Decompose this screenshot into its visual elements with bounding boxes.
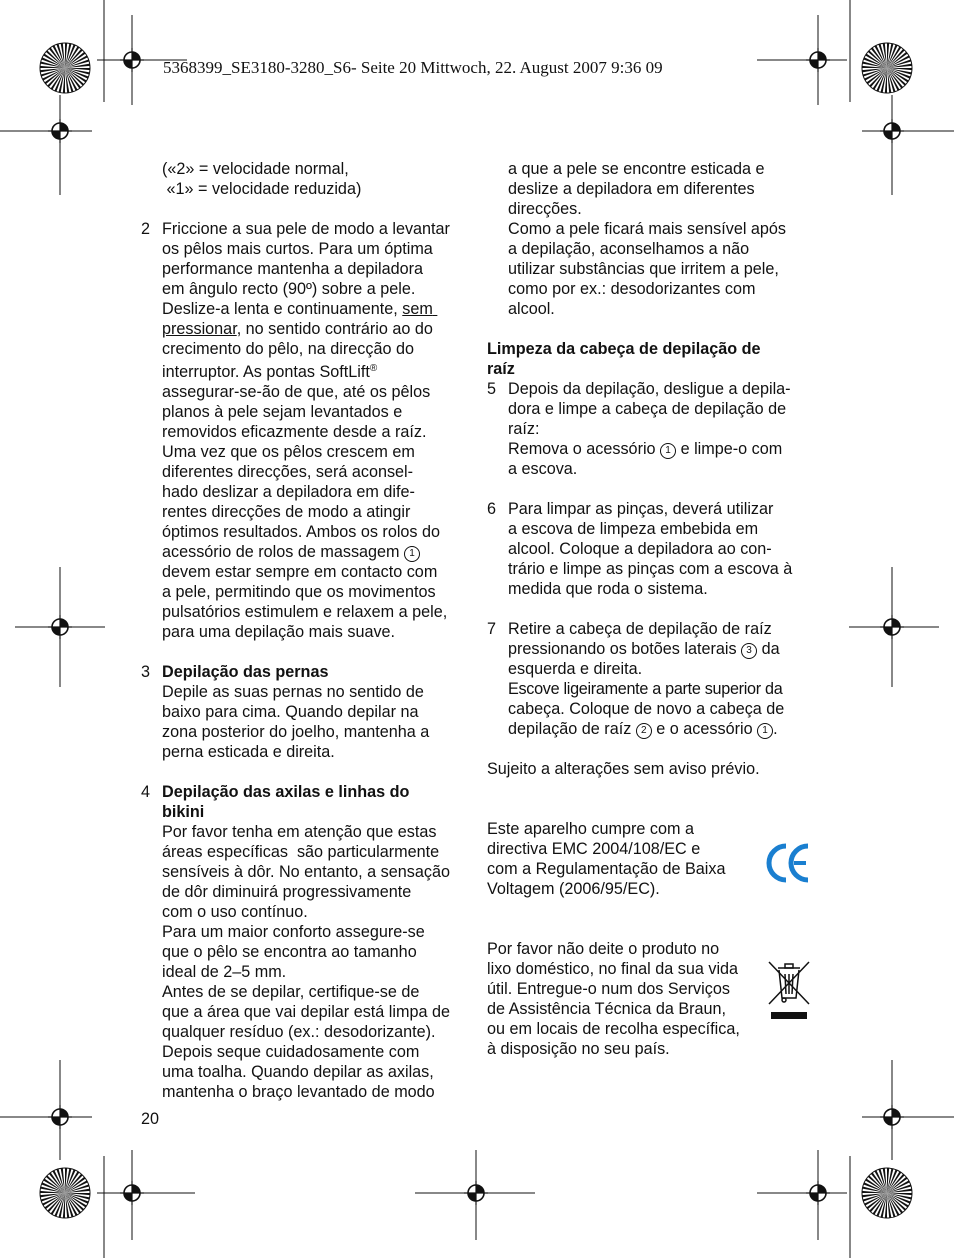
text-line: utilizar substâncias que irritem a pele, <box>508 260 779 278</box>
text-line: dora e limpe a cabeça de depilação de <box>508 400 787 418</box>
text-line: zona posterior do joelho, mantenha a <box>162 723 430 741</box>
text-line: raíz: <box>508 420 540 438</box>
text-line: que o pêlo se encontra ao tamanho <box>162 943 417 961</box>
left-column <box>141 159 471 1102</box>
text-line: esquerda e direita. <box>508 660 643 678</box>
step-6-number: 6 <box>487 500 497 518</box>
text-line: assegurar-se-ão de que, até os pêlos <box>162 383 431 401</box>
text-line: a depilação, aconselhamos a não <box>508 240 750 258</box>
circled-ref-number: 2 <box>636 723 652 739</box>
step-3-number: 3 <box>141 663 151 681</box>
starburst-target <box>40 1168 90 1218</box>
text-line: deslize a depiladora em diferentes <box>508 180 755 198</box>
text-line: útil. Entregue-o num dos Serviços <box>487 980 730 998</box>
starburst-target <box>862 43 912 93</box>
text-span: Remova o acessório <box>508 440 656 458</box>
step-6 <box>487 499 817 599</box>
subject-to-change-notice: Sujeito a alterações sem aviso prévio. <box>487 760 760 778</box>
circled-ref-number: 3 <box>741 643 757 659</box>
text-line: uma toalha. Quando depilar as axilas, <box>162 1063 434 1081</box>
text-line <box>508 639 817 659</box>
text-line: Antes de se depilar, certifique-se de <box>162 983 420 1001</box>
starburst-target <box>40 43 90 93</box>
text-span: . <box>773 720 778 738</box>
text-span: pressionando os botões laterais <box>508 640 737 658</box>
text-line: em ângulo recto (90º) sobre a pele. <box>162 280 416 298</box>
text-line: Como a pele ficará mais sensível após <box>508 220 787 238</box>
step-2-number: 2 <box>141 220 151 238</box>
text-line: que a área que vai depilar está limpa de <box>162 1003 450 1021</box>
text-line <box>162 542 471 562</box>
text-line: os pêlos mais curtos. Para um óptima <box>162 240 433 258</box>
speed-line-2: («2» = velocidade normal, <box>162 160 349 178</box>
underlined-text: pressionar <box>162 320 237 338</box>
text-line: Voltagem (2006/95/EC). <box>487 880 660 898</box>
text-line: óptimos resultados. Ambos os rolos do <box>162 523 441 541</box>
text-line: ou em locais de recolha específica, <box>487 1020 740 1038</box>
text-line: com a Regulamentação de Baixa <box>487 860 726 878</box>
circled-ref-number: 1 <box>757 723 773 739</box>
text-line: hado deslizar a depiladora em dife- <box>162 483 415 501</box>
text-line: de dôr diminuirá progressivamente <box>162 883 412 901</box>
crossed-bin-icon <box>767 960 811 1022</box>
text-span: acessório de rolos de massagem <box>162 543 400 561</box>
text-line: para uma depilação mais suave. <box>162 623 396 641</box>
text-line <box>162 359 471 382</box>
step-4-number: 4 <box>141 783 151 801</box>
text-line: Uma vez que os pêlos crescem em <box>162 443 415 461</box>
text-line: rentes direcções de modo a atingir <box>162 503 411 521</box>
text-line: lixo doméstico, no final da sua vida <box>487 960 739 978</box>
text-line: mantenha o braço levantado de modo <box>162 1083 435 1101</box>
circled-ref-number: 1 <box>404 546 420 562</box>
text-line <box>162 319 471 339</box>
print-slug-header: 5368399_SE3180-3280_S6- Seite 20 Mittwoch, 22. August 2007 9:36 09 <box>163 58 663 77</box>
text-line: trário e limpe as pinças com a escova à <box>508 560 793 578</box>
section-heading: Depilação das pernas <box>162 663 329 681</box>
text-line: crecimento do pêlo, na direcção do <box>162 340 414 358</box>
text-line: Friccione a sua pele de modo a levantar <box>162 220 450 238</box>
text-line: perna esticada e direita. <box>162 743 335 761</box>
text-line: medida que roda o sistema. <box>508 580 708 598</box>
section-heading: Depilação das axilas e linhas do <box>162 783 410 801</box>
text-line: Depois da depilação, desligue a depila- <box>508 380 791 398</box>
text-line: Depile as suas pernas no sentido de <box>162 683 424 701</box>
ce-mark-icon <box>766 842 812 884</box>
text-span: e limpe-o com <box>680 440 783 458</box>
text-line: a escova. <box>508 460 578 478</box>
circled-ref-number: 1 <box>660 443 676 459</box>
text-span: e o acessório <box>656 720 753 738</box>
text-line: diferentes direcções, será aconsel- <box>162 463 414 481</box>
text-line: Depois seque cuidadosamente com <box>162 1043 420 1061</box>
text-span: Deslize-a lenta e continuamente, <box>162 300 403 318</box>
text-line: direcções. <box>508 200 582 218</box>
text-line: a escova de limpeza embebida em <box>508 520 759 538</box>
text-span: da <box>761 640 780 658</box>
text-span: interruptor. As pontas SoftLift <box>162 363 370 381</box>
text-line: com o uso contínuo. <box>162 903 308 921</box>
step-7 <box>487 619 817 739</box>
text-line: performance mantenha a depiladora <box>162 260 423 278</box>
text-line: sensíveis à dôr. No entanto, a sensação <box>162 863 450 881</box>
text-line <box>162 299 471 319</box>
text-line: removidos eficazmente desde a raíz. <box>162 423 427 441</box>
text-line: qualquer resíduo (ex.: desodorizante). <box>162 1023 436 1041</box>
text-line: alcool. Coloque a depiladora ao con- <box>508 540 772 558</box>
cleaning-heading: Limpeza da cabeça de depilação de <box>487 340 761 358</box>
text-line: áreas específicas são particularmente <box>162 843 440 861</box>
text-line: Retire a cabeça de depilação de raíz <box>508 620 772 638</box>
text-line: à disposição no seu país. <box>487 1040 670 1058</box>
text-line: Para limpar as pinças, deverá utilizar <box>508 500 774 518</box>
step-2 <box>141 219 471 642</box>
text-line: cabeça. Coloque de novo a cabeça de <box>508 700 785 718</box>
section-heading: bikini <box>162 803 205 821</box>
starburst-target <box>862 1168 912 1218</box>
cleaning-heading: raíz <box>487 360 515 378</box>
right-column <box>487 159 817 1059</box>
text-span: depilação de raíz <box>508 720 632 738</box>
text-line: Por favor tenha em atenção que estas <box>162 823 437 841</box>
speed-line-1: «1» = velocidade reduzida) <box>162 180 362 198</box>
text-line: como por ex.: desodorizantes com <box>508 280 756 298</box>
text-line: de Assistência Técnica da Braun, <box>487 1000 727 1018</box>
text-line: Este aparelho cumpre com a <box>487 820 694 838</box>
text-line: Para um maior conforto assegure-se <box>162 923 425 941</box>
text-line: devem estar sempre em contacto com <box>162 563 438 581</box>
text-line: a que a pele se encontre esticada e <box>508 160 765 178</box>
step-5-number: 5 <box>487 380 497 398</box>
step-5 <box>487 379 817 479</box>
text-line: ideal de 2–5 mm. <box>162 963 287 981</box>
step-7-number: 7 <box>487 620 497 638</box>
text-line: Escove ligeiramente a parte superior da <box>508 680 783 698</box>
text-line: pulsatórios estimulem e relaxem a pele, <box>162 603 448 621</box>
text-line: directiva EMC 2004/108/EC e <box>487 840 701 858</box>
text-line <box>508 439 817 459</box>
text-line: baixo para cima. Quando depilar na <box>162 703 419 721</box>
text-line: alcool. <box>508 300 555 318</box>
page-number: 20 <box>141 1110 160 1128</box>
step-3 <box>141 662 471 762</box>
underlined-text: sem <box>402 300 433 318</box>
text-span: , no sentido contrário ao do <box>236 320 433 338</box>
text-line: a pele, permitindo que os movimentos <box>162 583 436 601</box>
registered-mark: ® <box>369 363 378 374</box>
text-line: planos à pele sejam levantados e <box>162 403 403 421</box>
step-4 <box>141 782 471 1102</box>
text-line: Por favor não deite o produto no <box>487 940 720 958</box>
text-line <box>508 719 817 739</box>
